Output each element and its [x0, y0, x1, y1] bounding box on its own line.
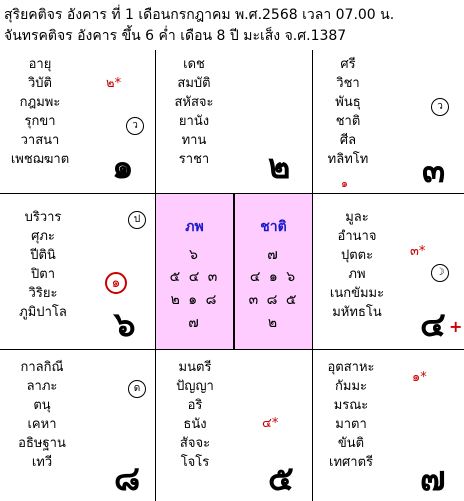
plus-marker: + [449, 317, 463, 336]
house-6-items [10, 208, 76, 322]
house-item: มูละ [345, 210, 369, 225]
house-item: เทศาตรี [329, 455, 373, 470]
center-row: ๒ [267, 315, 280, 331]
house-item: เนกขัมมะ [329, 286, 385, 301]
house-item: ธนัง [183, 417, 207, 432]
moon-icon: ☽ [431, 264, 449, 282]
house-item: ราชา [178, 152, 210, 167]
planet-symbol: ว [431, 98, 449, 116]
red-marker: ๑* [412, 370, 427, 385]
house-item: ทาน [181, 133, 207, 148]
house-item: อายุ [28, 57, 52, 72]
house-item: อธิษฐาน [18, 436, 66, 451]
house-3-items [318, 55, 378, 169]
red-marker: ๑ [341, 177, 348, 190]
house-number: ๓ [422, 151, 446, 191]
house-2-items [164, 55, 224, 169]
house-7-items [316, 358, 386, 472]
house-item: ตนุ [33, 398, 51, 413]
grid-line [0, 349, 464, 350]
house-item: ศรี [340, 57, 356, 72]
house-item: ยานัง [178, 114, 210, 129]
center-right-title: ชาติ [260, 219, 287, 235]
house-item: ลาภะ [26, 379, 58, 394]
house-number: ๖ [114, 305, 136, 345]
center-row: ๒ ๑ ๘ [170, 292, 219, 308]
red-circle-marker: ๑ [105, 272, 127, 294]
planet-symbol: ด [128, 380, 146, 398]
center-left-title: ภพ [185, 219, 204, 235]
house-item: พันธุ [335, 95, 361, 110]
house-item: มนตรี [178, 360, 212, 375]
house-number: ๔ [420, 305, 446, 345]
house-item: ศุภะ [31, 229, 55, 244]
house-item: วิบัติ [28, 76, 52, 91]
house-8-items [8, 358, 76, 472]
house-item: ภพ [348, 267, 366, 282]
red-marker: ๔* [262, 416, 279, 431]
house-item: ชาติ [335, 114, 361, 129]
grid-line [312, 50, 313, 501]
house-item: มาตา [335, 417, 367, 432]
house-item: กฎมพะ [19, 95, 61, 110]
house-item: มรณะ [333, 398, 369, 413]
center-row: ๕ ๔ ๓ [169, 269, 220, 285]
house-item: ปัญญา [176, 379, 214, 394]
center-row: ๗ [267, 247, 280, 263]
house-item: วาสนา [20, 133, 60, 148]
house-item: บริวาร [24, 210, 62, 225]
house-item: อริ [187, 398, 203, 413]
center-panel [156, 194, 312, 349]
house-item: เทวี [31, 455, 53, 470]
horoscope-grid [0, 50, 464, 501]
center-row: ๔ ๑ ๖ [249, 269, 298, 285]
center-row: ๓ ๘ ๕ [248, 292, 299, 308]
house-item: โจโร [180, 455, 210, 470]
house-item: ปุตตะ [340, 248, 374, 263]
house-item: ภูมิปาโล [19, 305, 67, 320]
house-item: ศีล [339, 133, 357, 148]
house-item: วิชา [336, 76, 360, 91]
house-item: วิริยะ [28, 286, 58, 301]
house-item: สมบัติ [177, 76, 211, 91]
house-5-items [164, 358, 226, 472]
planet-symbol: ป [128, 211, 146, 229]
planet-symbol: ว [126, 117, 144, 135]
center-row: ๖ [189, 247, 200, 263]
red-marker: ๓* [410, 244, 426, 259]
house-item: เดช [183, 57, 205, 72]
header-line-1: สุริยคติจร อังคาร ที่ 1 เดือนกรกฎาคม พ.ศ.2568 เวลา 07.00 น. [4, 7, 395, 23]
house-item: อำนาจ [337, 229, 377, 244]
house-item: สัจจะ [179, 436, 211, 451]
house-number: ๗ [420, 459, 446, 499]
house-item: มหัทธโน [332, 305, 382, 320]
house-number: ๘ [114, 459, 141, 499]
house-item: ขันติ [337, 436, 365, 451]
center-row: ๗ [188, 315, 201, 331]
house-1-items [10, 55, 70, 169]
house-item: เคหา [27, 417, 57, 432]
house-item: กาลกิณี [20, 360, 64, 375]
house-item: รุกขา [24, 114, 56, 129]
house-item: อุตสาหะ [327, 360, 375, 375]
house-item: ปีตินิ [30, 248, 56, 263]
house-item: สหัสจะ [174, 95, 214, 110]
header-line-2: จันทรคติจร อังคาร ขึ้น 6 ค่ำ เดือน 8 ปี มะเส็ง จ.ศ.1387 [4, 28, 347, 44]
house-item: ปิตา [31, 267, 55, 282]
house-item: เพชฌฆาต [10, 152, 70, 167]
house-item: กัมมะ [335, 379, 367, 394]
house-number: ๑ [112, 147, 134, 187]
house-item: ทลิทโท [327, 152, 369, 167]
house-number: ๕ [268, 459, 294, 499]
house-number: ๒ [268, 147, 291, 187]
red-marker: ๒* [106, 76, 122, 91]
house-4-items [320, 208, 394, 322]
